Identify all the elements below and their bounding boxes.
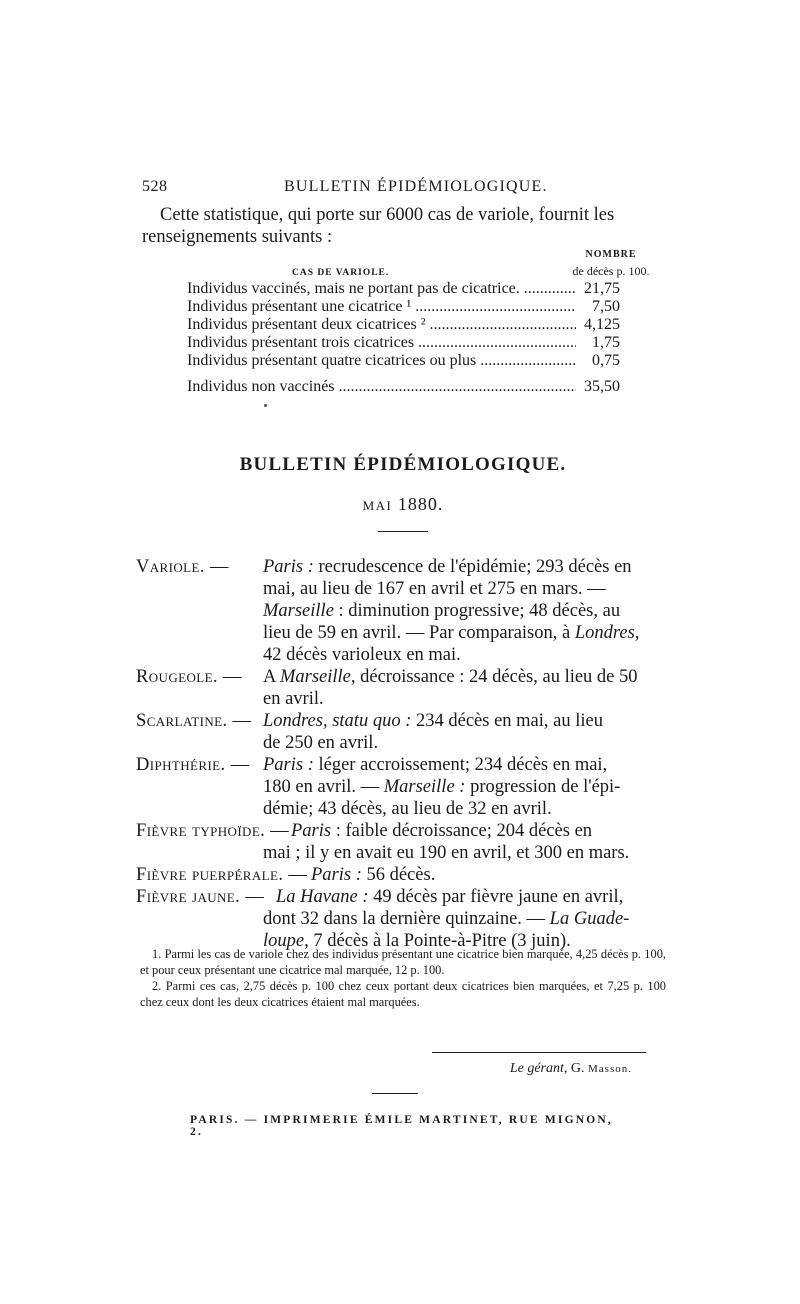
entry-text: de 250 en avril. (263, 733, 379, 753)
entry-text: en avril. (263, 689, 324, 709)
entry-text: dont 32 dans la dernière quinzaine. — (263, 909, 550, 929)
row-label: Individus présentant trois cicatrices ..... (187, 334, 576, 352)
table-row (187, 352, 666, 370)
row-value: 35,50 (584, 378, 620, 395)
entry-text: mai ; il y en avait eu 190 en avril, et 300 en mars. (263, 843, 630, 863)
running-title: BULLETIN ÉPIDÉMIOLOGIQUE. (284, 178, 548, 195)
entry-text: mai, au lieu de 167 en avril et 275 en mars. — (263, 579, 606, 599)
row-value: 21,75 (584, 280, 620, 297)
entry-text: 7 décès à la Pointe-à-Pitre (3 juin). (308, 931, 571, 951)
row-label: Individus présentant quatre cicatrices ou plus ..... (187, 352, 576, 370)
intro-line: renseignements suivants : (142, 227, 333, 247)
footnote: 1. Parmi les cas de variole chez des individus présentant une cicatrice bien marquée, 4,25 décès p. 100, et pour ceux présentant une cicatrice mal marquée, 12 p. 100. (140, 947, 666, 977)
disease-entries (136, 556, 666, 952)
table-row (187, 298, 666, 316)
entry-variole (136, 556, 666, 666)
place-name: La Guade- (549, 909, 630, 929)
row-label: Individus vaccinés, mais ne portant pas de cicatrice. ..... (187, 280, 576, 298)
entry-text: démie; 43 décès, au lieu de 32 en avril. (263, 799, 552, 819)
entry-text: progression de l'épi- (465, 777, 621, 797)
entry-text: 180 en avril. — (263, 777, 384, 797)
signature-initial: G. (570, 1061, 585, 1076)
subtitle-year: 1880. (397, 494, 444, 514)
entry-text: : diminution progressive; 48 décès, au (333, 601, 621, 621)
subtitle-month: MAI (362, 498, 393, 513)
row-value: 7,50 (592, 298, 620, 315)
place-name: Marseille (263, 601, 334, 621)
entry-scarlatine (136, 710, 666, 754)
row-label: Individus non vaccinés ..... (187, 378, 576, 396)
entry-diphtherie (136, 754, 666, 820)
variole-statistics-table (142, 246, 666, 396)
intro-line: Cette statistique, qui porte sur 6000 cas de variole, fournit les (160, 205, 615, 225)
entry-label: Scarlatine. — (136, 711, 252, 731)
place-name: Paris : (311, 865, 362, 885)
printer-imprint: PARIS. — IMPRIMERIE ÉMILE MARTINET, RUE MIGNON, 2. (190, 1114, 613, 1138)
entry-text: léger accroissement; 234 décès en mai, (313, 755, 608, 775)
section-title: BULLETIN ÉPIDÉMIOLOGIQUE. (239, 454, 567, 475)
table-row (187, 280, 666, 298)
place-name: Marseille : (383, 777, 466, 797)
entry-text: décroissance : 24 décès, au lieu de 50 (355, 667, 638, 687)
entry-label: Fièvre puerpérale. — (136, 865, 308, 885)
signature-role: Le gérant, (509, 1061, 568, 1076)
row-value: 1,75 (592, 334, 620, 351)
place-name: loupe, (263, 931, 309, 951)
place-name: Londres, (574, 623, 640, 643)
table-row (187, 378, 666, 396)
column-header-number: NOMBRE (585, 249, 637, 260)
footnote: 2. Parmi ces cas, 2,75 décès p. 100 chez ceux portant deux cicatrices bien marquées, et 7,25 p. 100 chez ceux dont les deux cicatrices étaient mal marquées. (140, 979, 666, 1009)
entry-text: 42 décès varioleux en mai. (263, 645, 461, 665)
signature (432, 1061, 632, 1077)
title-divider (378, 531, 428, 532)
signature-divider (432, 1052, 646, 1053)
entry-fievre-typhoide (136, 820, 666, 864)
entry-label: Variole. — (136, 557, 229, 577)
entry-label: Fièvre jaune. — (136, 887, 265, 907)
entry-label: Rougeole. — (136, 667, 242, 687)
footnotes (140, 946, 666, 1010)
column-header-cases: CAS DE VARIOLE. (292, 268, 390, 278)
row-value: 0,75 (592, 352, 620, 369)
place-name: Paris (291, 821, 332, 841)
table-header (142, 246, 666, 280)
place-name: Paris : (263, 557, 314, 577)
stray-dot-mark (264, 404, 267, 407)
row-value: 4,125 (584, 316, 620, 333)
signature-name: Masson. (588, 1063, 632, 1075)
entry-text: 49 décès par fièvre jaune en avril, (368, 887, 624, 907)
entry-text: 234 décès en mai, au lieu (411, 711, 603, 731)
row-label: Individus présentant deux cicatrices ² ..... (187, 316, 576, 334)
place-name: Londres, statu quo : (263, 711, 412, 731)
intro-paragraph (142, 204, 664, 248)
column-header-deaths: de décès p. 100. (572, 264, 650, 278)
entry-text: : faible décroissance; 204 décès en (331, 821, 593, 841)
entry-text: recrudescence de l'épidémie; 293 décès en (313, 557, 632, 577)
printer-divider (372, 1093, 418, 1094)
place-name: La Havane : (276, 887, 369, 907)
entry-text: A (263, 667, 280, 687)
page-number: 528 (142, 178, 168, 195)
row-label: Individus présentant une cicatrice ¹ ..... (187, 298, 576, 316)
section-subtitle (142, 494, 664, 515)
entry-text: lieu de 59 en avril. — Par comparaison, à (263, 623, 575, 643)
entry-label: Diphthérie. — (136, 755, 250, 775)
table-row (187, 334, 666, 352)
entry-label: Fièvre typhoïde. — (136, 821, 290, 841)
place-name: Paris : (263, 755, 314, 775)
entry-fievre-puerperale (136, 864, 666, 886)
entry-rougeole (136, 666, 666, 710)
table-row (187, 316, 666, 334)
entry-fievre-jaune (136, 886, 666, 952)
entry-text: 56 décès. (361, 865, 436, 885)
running-head (142, 178, 664, 200)
place-name: Marseille, (279, 667, 356, 687)
